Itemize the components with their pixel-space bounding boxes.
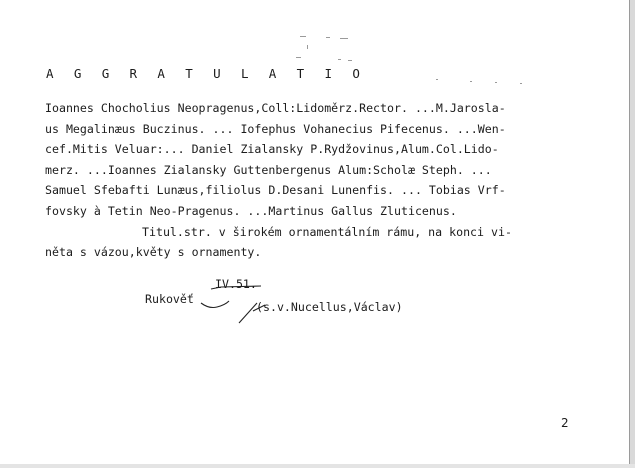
shelf-reference <box>145 277 475 327</box>
shelf-label: Rukověť <box>145 292 194 306</box>
shelf-mark: IV.51. <box>215 277 257 291</box>
text-line: us Megalinæus Buczinus. ... Iofephus Vohanecius Pifecenus. ...Wen- <box>45 121 506 136</box>
text-line: Samuel Sfebafti Lunæus,filiolus D.Desani Lunenfis. ... Tobias Vrf- <box>45 183 506 198</box>
shelf-note: (s.v.Nucellus,Václav) <box>256 300 403 314</box>
card-edge-shadow <box>629 0 635 468</box>
text-line: Ioannes Chocholius Neopragenus,Coll:Lidoměrz.Rector. ...M.Jarosla- <box>45 101 506 115</box>
page-number: 2 <box>561 416 569 430</box>
card-heading: A G G R A T U L A T I O <box>46 66 367 81</box>
description-line: Titul.str. v širokém ornamentálním rámu, na konci vi- <box>142 224 512 239</box>
text-line: cef.Mitis Veluar:... Daniel Zialansky P.Rydžovinus,Alum.Col.Lido- <box>45 142 499 157</box>
text-line: fovsky à Tetin Neo-Pragenus. ...Martinus Gallus Zluticenus. <box>45 203 457 218</box>
card-body <box>45 98 590 263</box>
card-bottom-edge <box>0 464 635 468</box>
description-line: něta s vázou,květy s ornamenty. <box>45 245 262 260</box>
text-line: merz. ...Ioannes Zialansky Guttenbergenus Alum:Scholæ Steph. ... <box>45 162 492 177</box>
